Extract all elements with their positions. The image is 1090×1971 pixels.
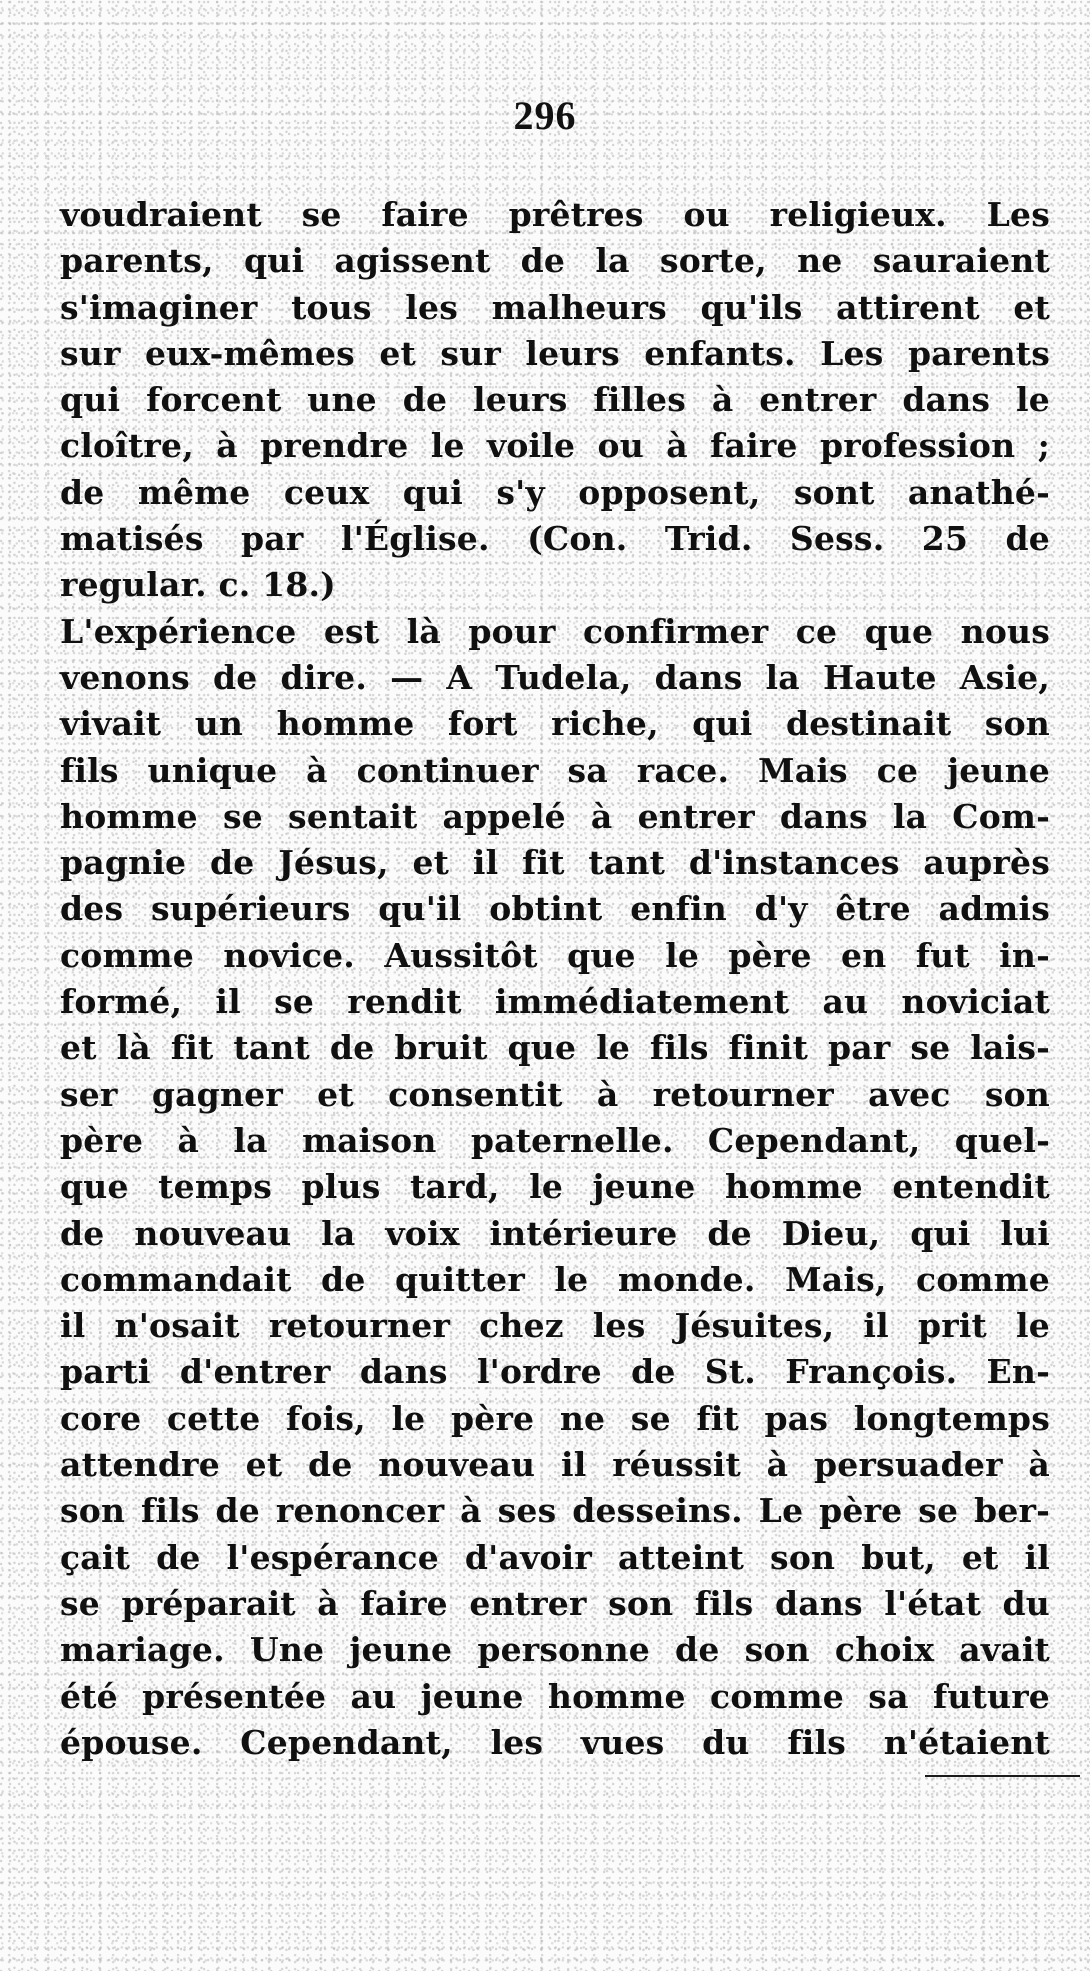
text-line: parti d'entrer dans l'ordre de St. François. En- (60, 1352, 1050, 1392)
body-text (60, 192, 1050, 1766)
text-line: cloître, à prendre le voile ou à faire profession ; (60, 426, 1050, 466)
text-line: sur eux-mêmes et sur leurs enfants. Les parents (60, 333, 1050, 373)
page-number: 296 (513, 93, 577, 138)
text-line: qui forcent une de leurs filles à entrer dans le (60, 380, 1050, 420)
text-line: de nouveau la voix intérieure de Dieu, qui lui (60, 1213, 1050, 1253)
text-line: épouse. Cependant, les vues du fils n'étaient (60, 1722, 1050, 1762)
text-line: été présentée au jeune homme comme sa future (60, 1676, 1050, 1716)
text-line: s'imaginer tous les malheurs qu'ils attirent et (60, 287, 1050, 327)
text-line: commandait de quitter le monde. Mais, comme (60, 1259, 1050, 1299)
text-line: son fils de renoncer à ses desseins. Le père se ber- (60, 1491, 1050, 1531)
text-line: formé, il se rendit immédiatement au noviciat (60, 982, 1050, 1022)
text-line: venons de dire. — A Tudela, dans la Haute Asie, (60, 657, 1050, 697)
text-line: çait de l'espérance d'avoir atteint son but, et il (60, 1537, 1050, 1577)
text-line: comme novice. Aussitôt que le père en fut in- (60, 935, 1050, 975)
text-line: de même ceux qui s'y opposent, sont anathé- (60, 472, 1050, 512)
text-line: homme se sentait appelé à entrer dans la Com- (60, 796, 1050, 836)
text-line: mariage. Une jeune personne de son choix avait (60, 1630, 1050, 1670)
text-line: core cette fois, le père ne se fit pas longtemps (60, 1398, 1050, 1438)
text-line: L'expérience est là pour confirmer ce que nous (60, 611, 1050, 651)
text-line: père à la maison paternelle. Cependant, quel- (60, 1120, 1050, 1160)
text-line: regular. c. 18.) (60, 565, 336, 605)
text-line: attendre et de nouveau il réussit à persuader à (60, 1445, 1050, 1485)
text-line: des supérieurs qu'il obtint enfin d'y être admis (60, 889, 1050, 929)
text-line: matisés par l'Église. (Con. Trid. Sess. 25 de (60, 519, 1050, 559)
text-line: parents, qui agissent de la sorte, ne sauraient (60, 241, 1050, 281)
text-line: se préparait à faire entrer son fils dans l'état du (60, 1583, 1050, 1623)
text-line: il n'osait retourner chez les Jésuites, il prit le (60, 1306, 1050, 1346)
printed-rule (925, 1775, 1080, 1777)
text-line: voudraient se faire prêtres ou religieux. Les (60, 195, 1050, 234)
text-line: vivait un homme fort riche, qui destinait son (60, 704, 1050, 744)
text-line: que temps plus tard, le jeune homme entendit (60, 1167, 1050, 1207)
text-line: ser gagner et consentit à retourner avec son (60, 1074, 1050, 1114)
text-line: fils unique à continuer sa race. Mais ce jeune (60, 750, 1050, 790)
text-line: et là fit tant de bruit que le fils finit par se lais- (60, 1028, 1050, 1068)
text-line: pagnie de Jésus, et il fit tant d'instances auprès (60, 843, 1050, 883)
